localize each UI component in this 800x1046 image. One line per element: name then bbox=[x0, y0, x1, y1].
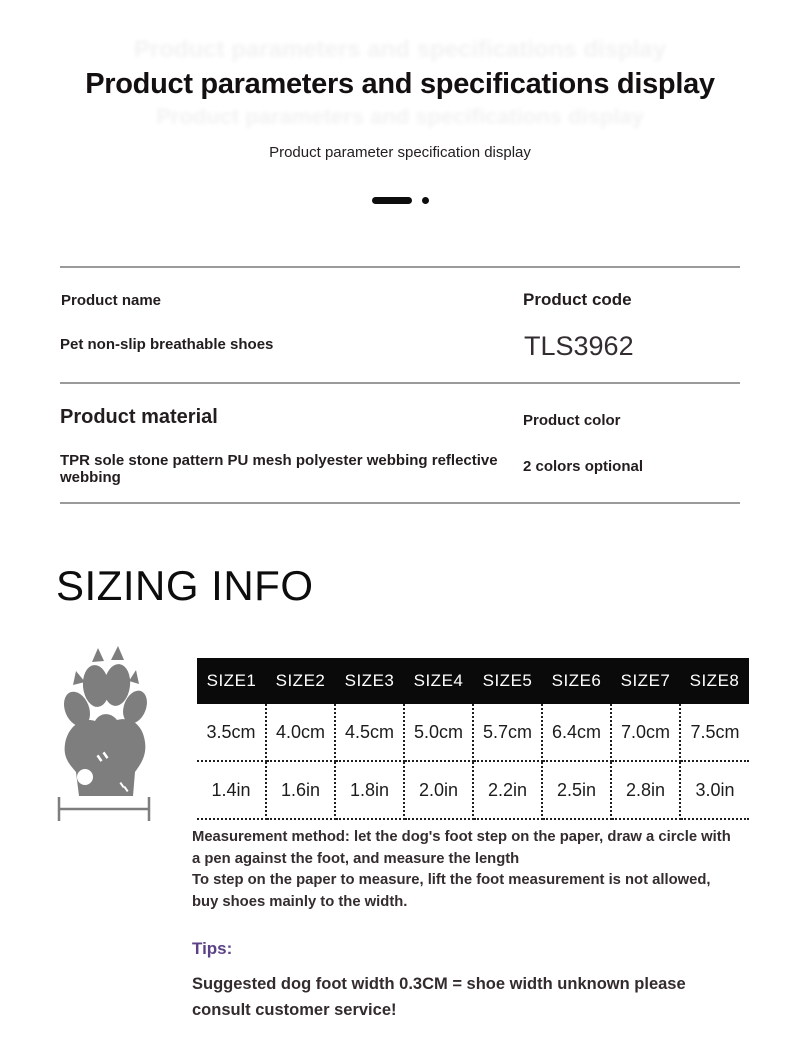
sizing-info-heading: SIZING INFO bbox=[56, 562, 314, 609]
size-header-cell: SIZE2 bbox=[266, 658, 335, 704]
size-cm-cell: 5.0cm bbox=[404, 704, 473, 761]
size-cm-cell: 7.5cm bbox=[680, 704, 749, 761]
size-in-cell: 2.0in bbox=[404, 761, 473, 819]
size-in-cell: 1.4in bbox=[197, 761, 266, 819]
divider-dash bbox=[372, 197, 412, 204]
size-in-cell: 2.8in bbox=[611, 761, 680, 819]
size-header-cell: SIZE8 bbox=[680, 658, 749, 704]
note-line: buy shoes mainly to the width. bbox=[192, 893, 408, 910]
product-color-value: 2 colors optional bbox=[523, 458, 644, 475]
size-cm-cell: 4.0cm bbox=[266, 704, 335, 761]
size-cm-cell: 7.0cm bbox=[611, 704, 680, 761]
product-code-value: TLS3962 bbox=[524, 331, 634, 361]
size-in-row bbox=[197, 761, 749, 819]
size-cm-cell: 3.5cm bbox=[197, 704, 266, 761]
rule-line-middle bbox=[60, 382, 740, 384]
page-title: Product parameters and specifications display bbox=[85, 68, 715, 100]
product-name-value: Pet non-slip breathable shoes bbox=[60, 336, 274, 353]
rule-line-bottom bbox=[60, 502, 740, 504]
tips-line: Suggested dog foot width 0.3CM = shoe width unknown please bbox=[192, 975, 686, 993]
size-in-cell: 1.6in bbox=[266, 761, 335, 819]
size-header-cell: SIZE6 bbox=[542, 658, 611, 704]
size-cm-cell: 6.4cm bbox=[542, 704, 611, 761]
size-cm-row bbox=[197, 704, 749, 761]
note-line: To step on the paper to measure, lift the foot measurement is not allowed, bbox=[192, 872, 711, 888]
divider-dot bbox=[422, 197, 429, 204]
product-name-label: Product name bbox=[61, 292, 162, 309]
divider-dash-dot bbox=[0, 195, 800, 205]
product-color-label: Product color bbox=[523, 412, 621, 429]
size-in-cell: 2.2in bbox=[473, 761, 542, 819]
dog-paw-icon bbox=[55, 646, 155, 822]
size-header-row bbox=[197, 658, 749, 704]
tips-line: consult customer service! bbox=[192, 1001, 397, 1019]
size-header-cell: SIZE4 bbox=[404, 658, 473, 704]
tips-text bbox=[192, 971, 767, 1023]
size-cm-cell: 4.5cm bbox=[335, 704, 404, 761]
product-material-value: TPR sole stone pattern PU mesh polyester webbing reflective webbing bbox=[60, 452, 498, 486]
size-chart-table bbox=[197, 658, 749, 820]
page-subtitle: Product parameter specification display bbox=[269, 144, 531, 161]
rule-line-top bbox=[60, 266, 740, 268]
size-in-cell: 2.5in bbox=[542, 761, 611, 819]
title-ghost-top: Product parameters and specifications display bbox=[133, 36, 667, 63]
note-line: a pen against the foot, and measure the length bbox=[192, 850, 520, 867]
size-header-cell: SIZE3 bbox=[335, 658, 404, 704]
title-ghost-bottom: Product parameters and specifications display bbox=[156, 104, 644, 129]
note-line: Measurement method: let the dog's foot step on the paper, draw a circle with bbox=[192, 829, 731, 845]
size-header-cell: SIZE1 bbox=[197, 658, 266, 704]
product-material-label: Product material bbox=[60, 406, 218, 428]
measure-ruler-icon bbox=[59, 797, 149, 821]
size-header-cell: SIZE7 bbox=[611, 658, 680, 704]
tips-label: Tips: bbox=[192, 939, 233, 958]
size-in-cell: 3.0in bbox=[680, 761, 749, 819]
measurement-notes bbox=[192, 827, 767, 913]
size-in-cell: 1.8in bbox=[335, 761, 404, 819]
size-cm-cell: 5.7cm bbox=[473, 704, 542, 761]
product-code-label: Product code bbox=[523, 290, 632, 309]
size-header-cell: SIZE5 bbox=[473, 658, 542, 704]
